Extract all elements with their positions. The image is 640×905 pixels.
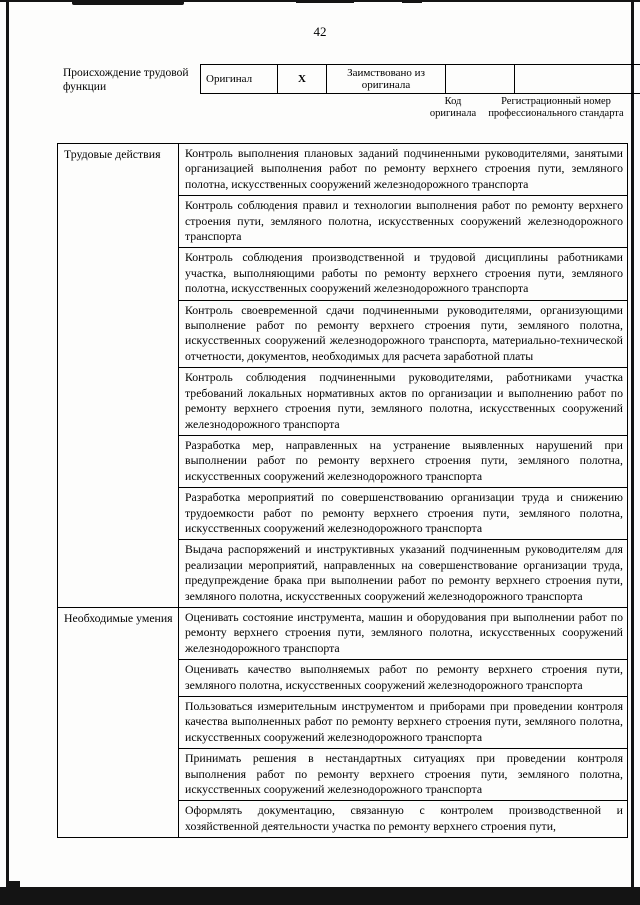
origin-table: [200, 64, 640, 94]
origin-table-wrap: [200, 64, 640, 120]
table-cell: Принимать решения в нестандартных ситуациях при проведении контроля выполнения работ по ремонту верхнего строения пути, земляного полотна, искусственных сооружений железнодорожного транспорта: [179, 749, 628, 801]
table-cell: Оценивать состояние инструмента, машин и оборудования при выполнении работ по ремонту верхнего строения пути, земляного полотна, искусственных сооружений железнодорожного транспорта: [179, 607, 628, 659]
table-cell: Пользоваться измерительным инструментом и приборами при проведении контроля качества выполненных работ по ремонту верхнего строения пути, земляного полотна, искусственных сооружений железнодорожного транспорта: [179, 697, 628, 749]
section-header-labor-actions: Трудовые действия: [58, 144, 179, 608]
section-header-required-skills: Необходимые умения: [58, 607, 179, 837]
table-row: [58, 144, 628, 196]
table-cell: Разработка мероприятий по совершенствованию организации труда и снижению трудоемкости работ по ремонту верхнего строения пути, земляного полотна, искусственных сооружений железнодорожного транспорта: [179, 488, 628, 540]
table-cell: Оценивать качество выполняемых работ по ремонту верхнего строения пути, земляного полотна, искусственных сооружений железнодорожного транспорта: [179, 660, 628, 697]
scan-edge-right: [631, 0, 634, 905]
origin-row: [201, 65, 640, 94]
origin-mark-cell: X: [278, 65, 327, 94]
origin-code-cell-empty: [446, 65, 515, 94]
page-number: 42: [313, 24, 327, 39]
table-cell: Контроль своевременной сдачи подчиненными руководителями, организующими выполнение работ по ремонту верхнего строения пути, земляного полотна, искусственных сооружений железнодорожного транспорта, материально-технической отчетности, документов, необходимых для расчета заработной платы: [179, 300, 628, 368]
scan-edge-left: [6, 0, 9, 905]
table-cell: Контроль соблюдения подчиненными руководителями, работниками участка требований локальных нормативных актов по организации и выполнению работ по ремонту верхнего строения пути, земляного полотна, искусственных сооружений железнодорожного транспорта: [179, 368, 628, 436]
scan-mark: [296, 0, 354, 3]
caption-spacer: [200, 96, 422, 120]
origin-label: Происхождение трудовой функции: [63, 67, 189, 93]
origin-original-cell: Оригинал: [201, 65, 278, 94]
origin-captions: [200, 96, 628, 120]
table-cell: Оформлять документацию, связанную с контролем производственной и хозяйственной деятельности участка по ремонту верхнего строения пути,: [179, 801, 628, 838]
table-row: [58, 607, 628, 659]
origin-code-caption: Код оригинала: [429, 96, 477, 119]
table-cell: Контроль выполнения плановых заданий подчиненными руководителями, занятыми организацией выполнения работ по ремонту верхнего строения пути, земляного полотна, искусственных сооружений железнодорожного транспорта: [179, 144, 628, 196]
table-cell: Выдача распоряжений и инструктивных указаний подчиненным руководителям для реализации мероприятий, направленных на совершенствование организации труда, предупреждение брака при выполнении работ по ремонту верхнего строения пути, земляного полотна, искусственных сооружений железнодорожного транспорта: [179, 540, 628, 608]
scan-mark: [6, 881, 20, 891]
table-cell: Контроль соблюдения производственной и трудовой дисциплины работниками участка, выполняющими работы по ремонту верхнего строения пути, земляного полотна, искусственных сооружений железнодорожного транспорта: [179, 248, 628, 300]
origin-borrowed-cell: Заимствовано из оригинала: [327, 65, 446, 94]
scan-mark: [72, 0, 184, 5]
scan-edge-bottom: [0, 887, 640, 905]
function-table: [57, 143, 628, 838]
origin-registration-caption: Регистрационный номер профессионального стандарта: [488, 96, 624, 119]
origin-registration-cell-empty: [515, 65, 640, 94]
table-cell: Разработка мер, направленных на устранение выявленных нарушений при выполнении работ по ремонту верхнего строения пути, земляного полотна, искусственных сооружений железнодорожного транспорта: [179, 435, 628, 487]
scan-mark: [402, 0, 422, 3]
origin-section: [63, 64, 640, 120]
table-cell: Контроль соблюдения правил и технологии выполнения работ по ремонту верхнего строения пути, земляного полотна, искусственных сооружений железнодорожного транспорта: [179, 196, 628, 248]
